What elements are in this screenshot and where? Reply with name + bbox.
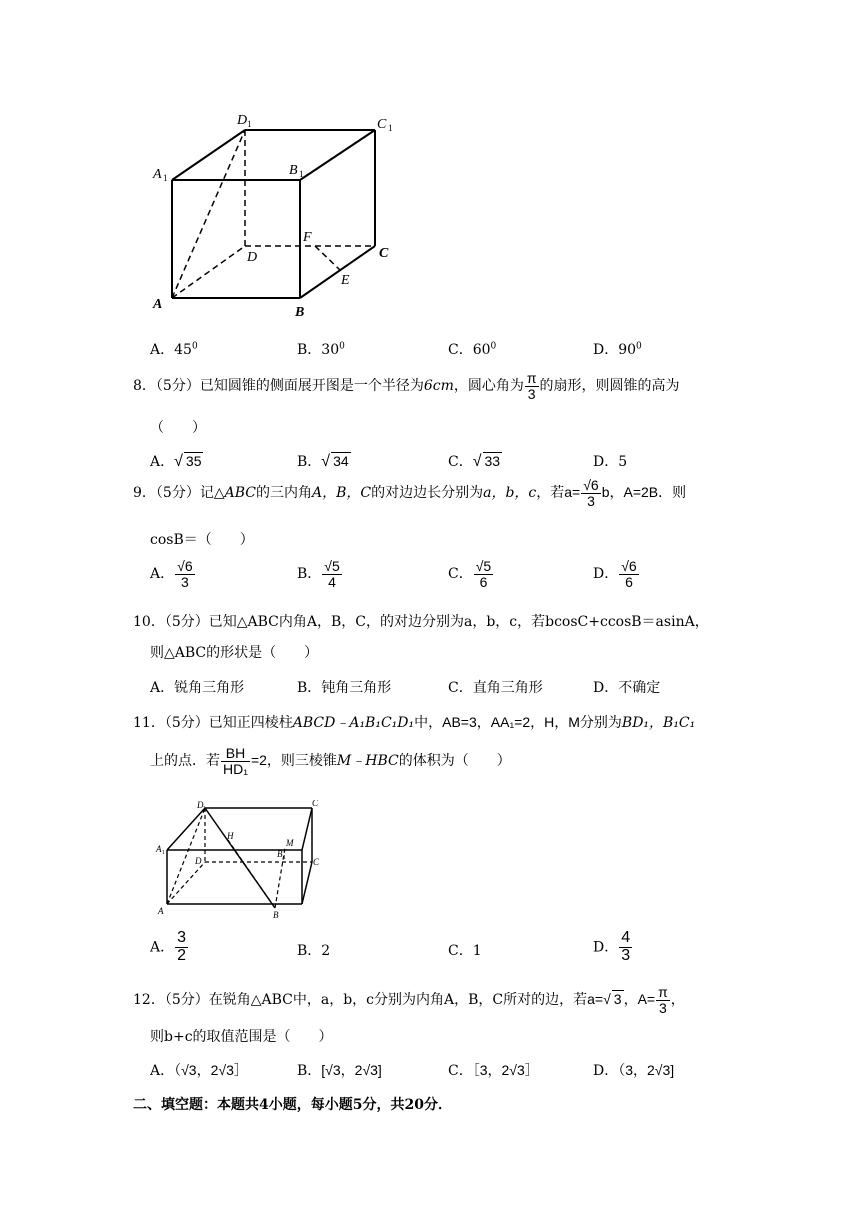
label-b1: B <box>277 849 283 859</box>
cube-figure-q7 <box>145 108 405 323</box>
q8-paren: （ ） <box>150 420 206 436</box>
q9-cosb: cosB＝（ ） <box>150 532 254 548</box>
q7-option-a: A．$45^0$ <box>150 341 198 358</box>
label-c1: C <box>377 117 387 132</box>
label-b1-sub: 1 <box>299 169 304 179</box>
label-a: A <box>153 297 163 312</box>
q7-option-c: C．$60^0$ <box>448 341 497 358</box>
q11-option-a: A． $\frac{3}{2}$ <box>150 929 187 964</box>
label-a1: A <box>153 167 162 182</box>
label-b1: B <box>289 163 298 178</box>
q9-option-b: B． $\frac{√5}{4}$ <box>297 558 340 590</box>
label-d1: D <box>197 800 204 810</box>
q10-option-d: D．不确定 <box>593 680 661 696</box>
label-a1-sub: 1 <box>162 850 165 856</box>
q8-stem: 8．（5分）已知圆锥的侧面展开图是一个半径为6cm，圆心角为 $\frac{\pi}{3}$ 的扇形，则圆锥的高为 <box>133 370 680 402</box>
q8-option-b: B．√ 34 <box>297 453 349 470</box>
q12-line2: 则b+c的取值范围是（ ） <box>150 1029 333 1045</box>
label-d1: D <box>237 113 248 128</box>
q10-stem: 10．（5分）已知△ABC内角A，B，C，的对边分别为a，b，c，若bcosC+ccosB＝asinA， <box>133 614 709 630</box>
label-d1-sub: 1 <box>247 119 252 129</box>
label-d: D <box>247 250 258 265</box>
q9-stem: 9．（5分）记△ABC的三内角A，B，C的对边边长分别为a，b，c，若a= $\frac{√6}{3}$ b，A=2B．则 <box>133 477 687 509</box>
label-a1-sub: 1 <box>163 173 168 183</box>
q10-line2: 则△ABC的形状是（ ） <box>150 645 319 661</box>
q9-option-c: C． $\frac{√5}{6}$ <box>448 558 492 590</box>
q10-option-b: B．钝角三角形 <box>297 680 392 696</box>
q10-option-a: A．锐角三角形 <box>150 680 245 696</box>
q11-stem: 11．（5分）已知正四棱柱ABCD﹣A₁B₁C₁D₁中，AB=3，AA₁=2，H，M分别为BD₁，B₁C₁ <box>133 714 696 731</box>
label-c: C <box>379 246 389 261</box>
q8-option-a: A．√ 35 <box>150 453 202 470</box>
label-c: C <box>312 800 319 808</box>
q12-option-b: B．[√3，2√3] <box>297 1062 382 1079</box>
q11-option-d: D． $\frac{4}{3}$ <box>593 929 631 964</box>
q12-option-c: C．［3，2√3］ <box>448 1062 539 1079</box>
q7-option-d: D．$90^0$ <box>593 341 642 358</box>
label-e: E <box>341 273 350 288</box>
label-h: H <box>227 831 234 841</box>
label-a1: A <box>156 844 162 854</box>
q12-option-d: D．（3，2√3] <box>593 1062 675 1079</box>
label-d: D <box>195 856 202 866</box>
q12-option-a: A．（√3，2√3］ <box>150 1062 248 1079</box>
label-b: B <box>295 305 305 320</box>
q8-option-c: C．√ 33 <box>448 453 501 470</box>
q9-option-d: D． $\frac{√6}{6}$ <box>593 558 637 590</box>
label-f: F <box>303 230 312 245</box>
section-2-heading: 二、填空题：本题共4小题，每小题5分，共20分． <box>133 1097 452 1113</box>
label-c2: C <box>313 857 320 867</box>
label-d1-sub: 1 <box>203 806 206 812</box>
q7-option-b: B．$30^0$ <box>297 341 345 358</box>
label-c1-sub: 1 <box>388 123 393 133</box>
label-a: A <box>158 906 164 916</box>
q11-line2: 上的点．若 $\frac{BH}{\text{HD₁}}$ =2，则三棱锥M﹣HBC的体积为（ ） <box>150 745 511 777</box>
label-b1-sub: 1 <box>283 855 286 861</box>
q9-option-a: A． $\frac{√6}{3}$ <box>150 558 193 590</box>
q8-option-d: D．5 <box>593 454 628 470</box>
q10-option-c: C．直角三角形 <box>448 680 543 696</box>
prism-figure-q11 <box>150 800 330 920</box>
q12-stem: 12．（5分）在锐角△ABC中，a，b，c分别为内角A，B，C所对的边，若a=√ 3 ，A= $\frac{\pi}{3}$ ， <box>133 984 685 1016</box>
label-b: B <box>273 910 279 920</box>
label-m: M <box>286 838 294 848</box>
q11-option-b: B．2 <box>297 943 331 959</box>
q11-option-c: C．1 <box>448 943 482 959</box>
